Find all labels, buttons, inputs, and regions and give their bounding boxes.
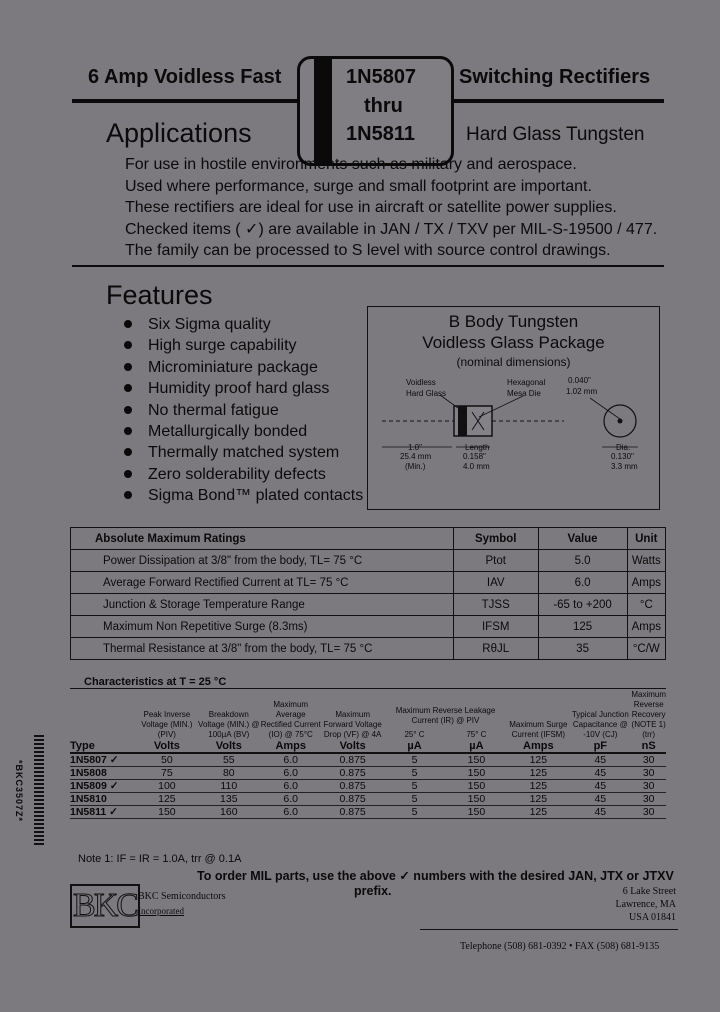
rating-unit: °C/W (627, 638, 665, 660)
cell: 160 (198, 806, 260, 819)
unit: nS (631, 740, 666, 753)
cell: 6.0 (260, 767, 322, 780)
rating-unit: Amps (627, 572, 665, 594)
cell: 0.875 (322, 753, 384, 767)
order-line-2: prefix. (354, 884, 392, 898)
cell: 125 (507, 780, 569, 793)
cell: 30 (631, 780, 666, 793)
type-cell: 1N5808 (70, 767, 136, 780)
cell: 150 (445, 793, 507, 806)
feature-item: Thermally matched system (124, 442, 363, 463)
header-blank (70, 690, 136, 740)
cell: 30 (631, 753, 666, 767)
dim-4mm: 4.0 mm (463, 462, 490, 471)
telephone-fax: Telephone (508) 681-0392 • FAX (508) 681-9135 (460, 941, 660, 952)
characteristics-rule (70, 688, 666, 689)
cell: 135 (198, 793, 260, 806)
dim-102: 1.02 mm (566, 387, 598, 396)
feature-item: Microminiature package (124, 357, 363, 378)
dim-040: 0.040" (568, 376, 591, 385)
address-block (606, 885, 676, 924)
temp-25: 25° C (404, 730, 425, 739)
footer-rule (420, 929, 678, 930)
rating-value: 5.0 (538, 550, 627, 572)
dim-length: Length (465, 443, 490, 452)
unit: Amps (507, 740, 569, 753)
side-code: *BKC3507Z* (14, 760, 24, 823)
unit: µA (384, 740, 446, 753)
cell: 50 (136, 753, 198, 767)
cell: 0.875 (322, 767, 384, 780)
col-header-cj: Typical Junction Capacitance @ -10V (CJ) (571, 710, 629, 739)
table-row (70, 767, 666, 780)
col-header-ir-text: Maximum Reverse Leakage Current (IR) @ PIV (395, 706, 496, 725)
ratings-header-value: Value (538, 528, 627, 550)
dim-lead-mm: 25.4 mm (400, 452, 432, 461)
cell: 5 (384, 780, 446, 793)
table-row (70, 753, 666, 767)
features-list (124, 314, 363, 507)
package-title-1: B Body Tungsten (448, 312, 579, 331)
address-line: 6 Lake Street (622, 886, 676, 897)
package-note: (nominal dimensions) (456, 355, 571, 369)
rating-desc: Junction & Storage Temperature Range (71, 594, 454, 616)
col-header-ir (384, 690, 508, 740)
cell: 80 (198, 767, 260, 780)
col-header-ifsm: Maximum Surge Current (IFSM) (509, 720, 568, 739)
feature-item: Zero solderability defects (124, 464, 363, 485)
unit-type: Type (70, 740, 136, 753)
ratings-row (71, 594, 666, 616)
cell: 125 (507, 793, 569, 806)
cell: 45 (569, 806, 631, 819)
ratings-row (71, 550, 666, 572)
type-cell: 1N5811 ✓ (70, 806, 136, 819)
cell: 150 (136, 806, 198, 819)
address-line: USA 01841 (629, 912, 676, 923)
cell: 150 (445, 806, 507, 819)
ratings-table (70, 527, 666, 660)
feature-item: Six Sigma quality (124, 314, 363, 335)
rating-symbol: IFSM (453, 616, 538, 638)
cell: 30 (631, 806, 666, 819)
part-to: 1N5811 (346, 123, 415, 145)
cell: 0.875 (322, 793, 384, 806)
cell: 5 (384, 753, 446, 767)
rating-desc: Maximum Non Repetitive Surge (8.3ms) (71, 616, 454, 638)
title-right: Switching Rectifiers (459, 66, 651, 88)
cell: 125 (507, 753, 569, 767)
dim-lead: 1.0" (408, 443, 422, 452)
col-header-io: Maximum Average Rectified Current (IO) @ 75°C (260, 700, 321, 739)
intro-text (125, 154, 685, 262)
cell: 5 (384, 793, 446, 806)
col-header-piv: Peak Inverse Voltage (MIN.) (PIV) (141, 710, 193, 739)
unit: Amps (260, 740, 322, 753)
label-hardglass: Hard Glass (406, 389, 447, 398)
intro-line: Checked items ( ✓) are available in JAN / TX / TXV per MIL-S-19500 / 477. (125, 220, 658, 238)
label-hexagonal: Hexagonal (507, 378, 546, 387)
characteristics-title: Characteristics at T = 25 °C (84, 676, 227, 688)
cell: 5 (384, 806, 446, 819)
address-line: Lawrence, MA (615, 899, 676, 910)
rating-value: 6.0 (538, 572, 627, 594)
intro-rule (72, 265, 664, 267)
company-name: BKC Semiconductors (138, 891, 226, 902)
cell: 0.875 (322, 806, 384, 819)
unit: µA (445, 740, 507, 753)
cell: 30 (631, 793, 666, 806)
diode-cathode-band (314, 56, 332, 166)
rating-symbol: TJSS (453, 594, 538, 616)
label-mesa-die: Mesa Die (507, 389, 541, 398)
cell: 55 (198, 753, 260, 767)
cell: 125 (507, 806, 569, 819)
cell: 6.0 (260, 793, 322, 806)
cell: 125 (507, 767, 569, 780)
package-box (367, 306, 660, 510)
type-cell: 1N5807 ✓ (70, 753, 136, 767)
unit: Volts (136, 740, 198, 753)
note-1: Note 1: IF = IR = 1.0A, trr @ 0.1A (78, 853, 242, 865)
rating-symbol: Ptot (453, 550, 538, 572)
bkc-logo: BKC (70, 884, 140, 928)
cell: 125 (136, 793, 198, 806)
dim-130: 0.130" (611, 452, 634, 461)
rating-desc: Power Dissipation at 3/8" from the body, TL= 75 °C (71, 550, 454, 572)
feature-item: Humidity proof hard glass (124, 378, 363, 399)
cell: 6.0 (260, 753, 322, 767)
cell: 150 (445, 753, 507, 767)
part-thru: thru (364, 95, 403, 117)
features-heading: Features (106, 280, 213, 310)
feature-item: Metallurgically bonded (124, 421, 363, 442)
dim-min: (Min.) (405, 462, 426, 471)
cell: 45 (569, 793, 631, 806)
cell: 5 (384, 767, 446, 780)
cell: 0.875 (322, 780, 384, 793)
intro-line: These rectifiers are ideal for use in aircraft or satellite power supplies. (125, 199, 617, 216)
dim-33: 3.3 mm (611, 462, 638, 471)
cell: 45 (569, 780, 631, 793)
rating-unit: °C (627, 594, 665, 616)
unit: Volts (322, 740, 384, 753)
cell: 150 (445, 780, 507, 793)
unit: pF (569, 740, 631, 753)
rating-value: 35 (538, 638, 627, 660)
package-title-2: Voidless Glass Package (422, 333, 605, 352)
rating-unit: Watts (627, 550, 665, 572)
order-line-1: To order MIL parts, use the above ✓ numbers with the desired JAN, JTX or JTXV (197, 869, 674, 883)
table-row (70, 793, 666, 806)
title-left: 6 Amp Voidless Fast (88, 66, 282, 88)
intro-line: Used where performance, surge and small footprint are important. (125, 177, 592, 195)
type-cell: 1N5810 (70, 793, 136, 806)
intro-line: The family can be processed to S level with source control drawings. (125, 242, 611, 259)
cell: 110 (198, 780, 260, 793)
temp-75: 75° C (466, 730, 487, 739)
type-cell: 1N5809 ✓ (70, 780, 136, 793)
rating-value: -65 to +200 (538, 594, 627, 616)
cell: 6.0 (260, 806, 322, 819)
dim-158: 0.158" (463, 452, 486, 461)
table-row (70, 806, 666, 819)
cell: 75 (136, 767, 198, 780)
cell: 100 (136, 780, 198, 793)
feature-item: Sigma Bond™ plated contacts (124, 485, 363, 506)
col-header-vf: Maximum Forward Voltage Drop (VF) @ 4A (323, 710, 382, 739)
cell: 45 (569, 753, 631, 767)
rating-desc: Average Forward Rectified Current at TL= 75 °C (71, 572, 454, 594)
col-header-trr: Maximum Reverse Recovery (NOTE 1) (trr) (631, 690, 666, 739)
feature-item: No thermal fatigue (124, 400, 363, 421)
ratings-row (71, 572, 666, 594)
feature-item: High surge capability (124, 335, 363, 356)
ratings-header-name: Absolute Maximum Ratings (71, 528, 454, 550)
cell: 30 (631, 767, 666, 780)
label-voidless: Voidless (406, 378, 436, 387)
intro-line: For use in hostile environments such as military and aerospace. (125, 156, 577, 173)
unit: Volts (198, 740, 260, 753)
col-header-bv: Breakdown Voltage (MIN.) @ 100µA (BV) (198, 710, 260, 739)
side-barcode (34, 735, 44, 845)
part-from: 1N5807 (346, 66, 417, 88)
ratings-header-unit: Unit (627, 528, 665, 550)
dim-dia: Dia. (616, 443, 631, 452)
characteristics-table (70, 690, 666, 819)
applications-heading: Applications (106, 118, 252, 148)
cell: 6.0 (260, 780, 322, 793)
ratings-row (71, 638, 666, 660)
ratings-row (71, 616, 666, 638)
ratings-header-symbol: Symbol (453, 528, 538, 550)
cell: 150 (445, 767, 507, 780)
package-drawing (368, 307, 659, 509)
rating-value: 125 (538, 616, 627, 638)
company-incorporated: Incorporated (138, 906, 184, 916)
rating-desc: Thermal Resistance at 3/8" from the body, TL= 75 °C (71, 638, 454, 660)
table-row (70, 780, 666, 793)
rating-symbol: RθJL (453, 638, 538, 660)
subtitle: Hard Glass Tungsten (466, 124, 645, 145)
rating-symbol: IAV (453, 572, 538, 594)
cell: 45 (569, 767, 631, 780)
rating-unit: Amps (627, 616, 665, 638)
